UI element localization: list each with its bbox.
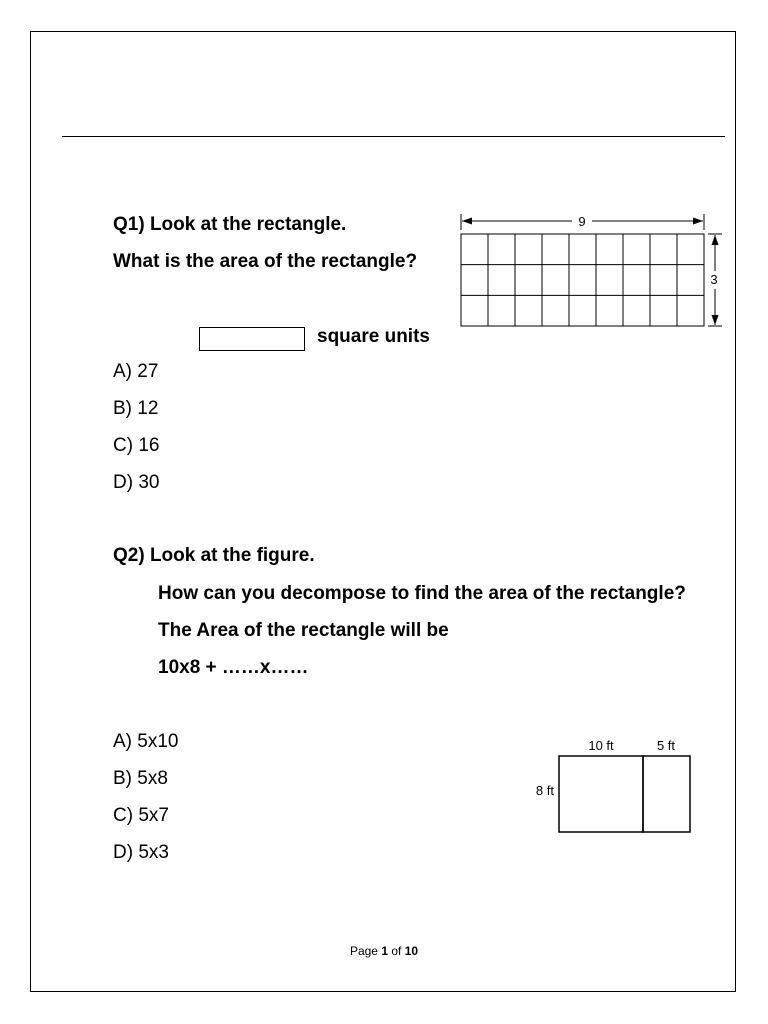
q2-option-a[interactable]: A) 5x10	[113, 731, 179, 752]
page-footer	[0, 944, 768, 958]
q1-grid	[461, 234, 704, 326]
q2-option-d[interactable]: D) 5x3	[113, 842, 169, 863]
q2-option-b[interactable]: B) 5x8	[113, 768, 168, 789]
q2-left-rectangle	[559, 756, 643, 832]
q2-right-width-label: 5 ft	[656, 738, 676, 753]
q1-option-c[interactable]: C) 16	[113, 435, 160, 456]
q1-question: What is the area of the rectangle?	[113, 251, 418, 272]
q1-option-d[interactable]: D) 30	[113, 472, 160, 493]
q2-expression: 10x8 + ……x……	[158, 657, 309, 678]
q1-height-label: 3	[710, 272, 718, 287]
q1-answer-suffix: square units	[317, 326, 430, 347]
footer-prefix: Page	[349, 944, 382, 958]
q2-option-c[interactable]: C) 5x7	[113, 805, 169, 826]
q2-question: How can you decompose to find the area of the rectangle?	[158, 583, 686, 604]
q2-left-width-label: 10 ft	[588, 738, 614, 753]
q2-statement: The Area of the rectangle will be	[158, 620, 449, 641]
q1-answer-box[interactable]	[199, 327, 305, 351]
q1-grid-outline	[461, 234, 704, 326]
q1-prompt: Q1) Look at the rectangle.	[113, 214, 347, 235]
q1-width-label: 9	[578, 214, 586, 229]
q2-height-label: 8 ft	[535, 783, 554, 798]
q2-right-rectangle	[643, 756, 690, 832]
q1-grid-figure	[450, 205, 730, 335]
q2-rectangle-figure	[520, 730, 700, 840]
footer-of: of	[388, 944, 405, 958]
footer-current-page: 1	[381, 944, 388, 958]
q1-option-b[interactable]: B) 12	[113, 398, 159, 419]
q1-option-a[interactable]: A) 27	[113, 361, 159, 382]
footer-total-pages: 10	[404, 944, 419, 958]
header-rule	[62, 136, 725, 137]
q2-prompt: Q2) Look at the figure.	[113, 545, 315, 566]
